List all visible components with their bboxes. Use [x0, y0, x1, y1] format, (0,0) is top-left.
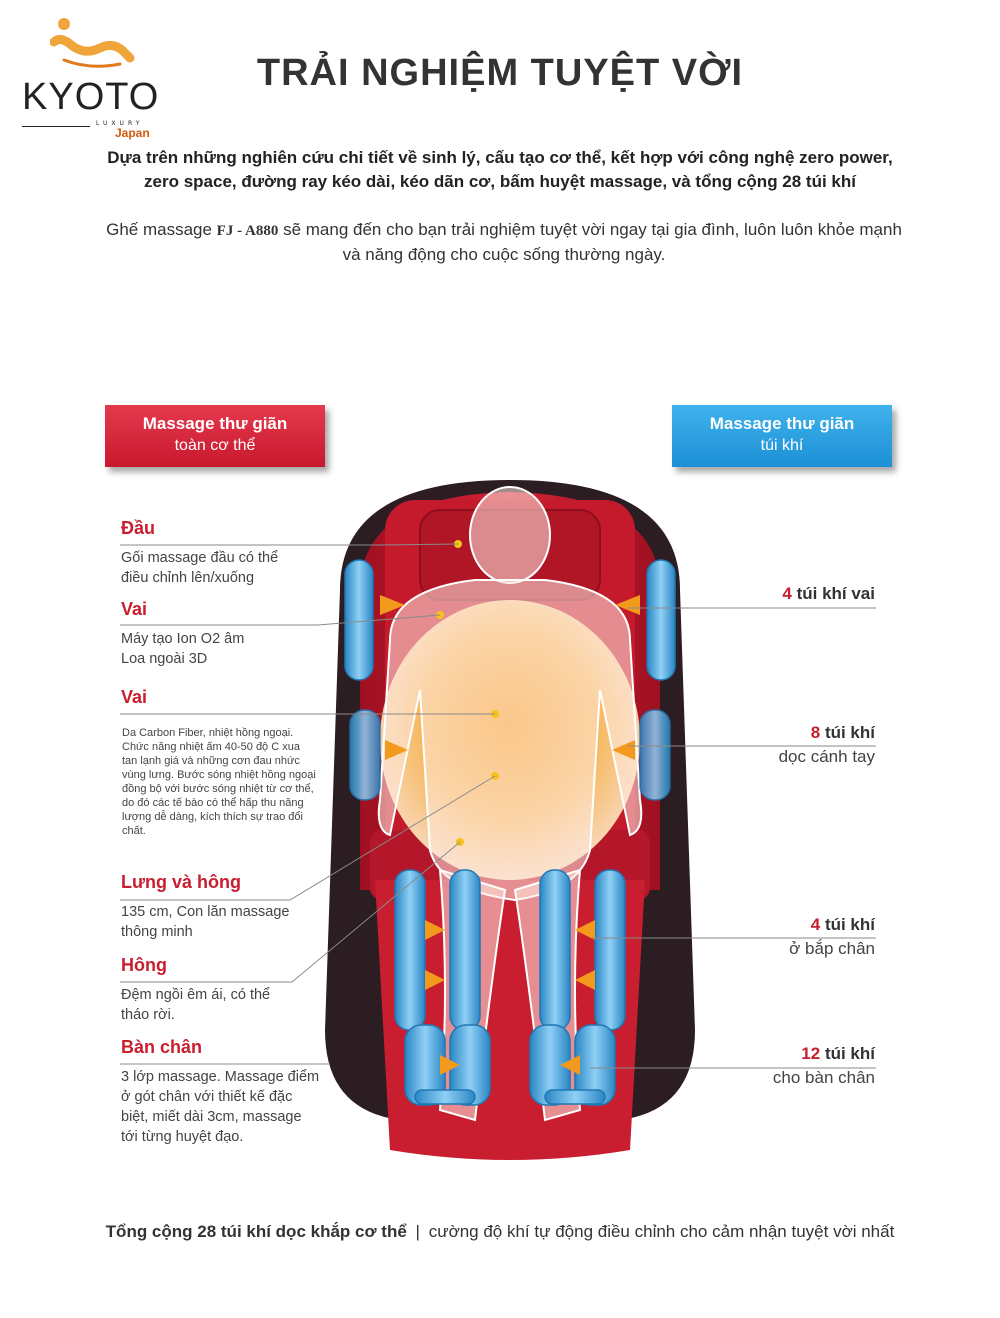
banner-left-line1: Massage thư giãn: [142, 414, 288, 433]
label-shoulder-desc: Máy tạo Ion O2 âm Loa ngoài 3D: [121, 631, 245, 667]
logo-origin: Japan: [115, 126, 150, 140]
footer-bold: Tổng cộng 28 túi khí dọc khắp cơ thể: [105, 1222, 407, 1241]
intro-model: FJ - A880: [216, 223, 279, 239]
footer-separator: |: [415, 1222, 420, 1241]
label-shoulder-airbags: 4 túi khí vai: [782, 584, 875, 603]
footer-summary: [0, 1222, 1000, 1242]
label-foot-airbags: 12 túi khí cho bàn chân: [772, 1044, 875, 1087]
label-head-title: Đầu: [121, 518, 156, 538]
banner-right-line1: Massage thư giãn: [709, 414, 855, 433]
label-waist-title: Lưng và hông: [121, 872, 242, 892]
intro-suffix: sẽ mang đến cho bạn trải nghiệm tuyệt vời ngay tại gia đình, luôn luôn khỏe mạnh và năng động cho cuộc sống thường ngày.: [283, 220, 902, 264]
label-hip-title: Hông: [121, 955, 167, 975]
label-shoulder-title: Vai: [121, 599, 148, 619]
page-title: TRẢI NGHIỆM TUYỆT VỜI: [256, 52, 744, 94]
intro-bold-text: Dựa trên những nghiên cứu chi tiết về sinh lý, cấu tạo cơ thể, kết hợp với công nghệ zero power, zero space, đường ray kéo dài, kéo dãn cơ, bấm huyệt massage, và tổng cộng 28 túi khí: [107, 148, 893, 191]
label-back-desc: Da Carbon Fiber, nhiệt hồng ngoại. Chức năng nhiệt ấm 40-50 độ C xua tan lạnh giá và những cơn đau nhức vùng lưng. Bước sóng nhiệt hồng ngoại đồng bộ với bước sóng nhiệt từ cơ thể, do đó các tế bào có thể hấp thu năng lượng dễ dàng, kích thích sự trao đổi chất.: [122, 727, 316, 837]
banner-right-line2: túi khí: [760, 437, 804, 454]
intro-prefix: Ghế massage: [106, 220, 212, 239]
label-head-desc: Gối massage đầu có thể điều chỉnh lên/xuống: [121, 550, 279, 586]
footer-normal: cường độ khí tự động điều chỉnh cho cảm nhận tuyệt vời nhất: [428, 1222, 895, 1241]
label-waist-desc: 135 cm, Con lăn massage thông minh: [121, 904, 290, 940]
label-hip-desc: Đệm ngồi êm ái, có thể tháo rời.: [121, 987, 271, 1023]
banner-airbag-massage: [672, 405, 892, 467]
logo-tagline: LUXURY: [96, 120, 144, 127]
label-feet-desc: 3 lớp massage. Massage điểm ở gót chân với thiết kế đặc biệt, miết dài 3cm, massage tới từng huyệt đạo.: [121, 1069, 320, 1145]
label-arm-airbags: 8 túi khí dọc cánh tay: [778, 723, 875, 766]
label-back-title: Vai: [121, 687, 148, 707]
label-feet-title: Bàn chân: [121, 1037, 203, 1057]
label-calf-airbags: 4 túi khí ở bắp chân: [789, 915, 875, 958]
banner-full-body-massage: [105, 405, 325, 467]
logo-brand-text: KYOTO: [22, 76, 160, 118]
banner-left-line2: toàn cơ thể: [174, 437, 256, 454]
